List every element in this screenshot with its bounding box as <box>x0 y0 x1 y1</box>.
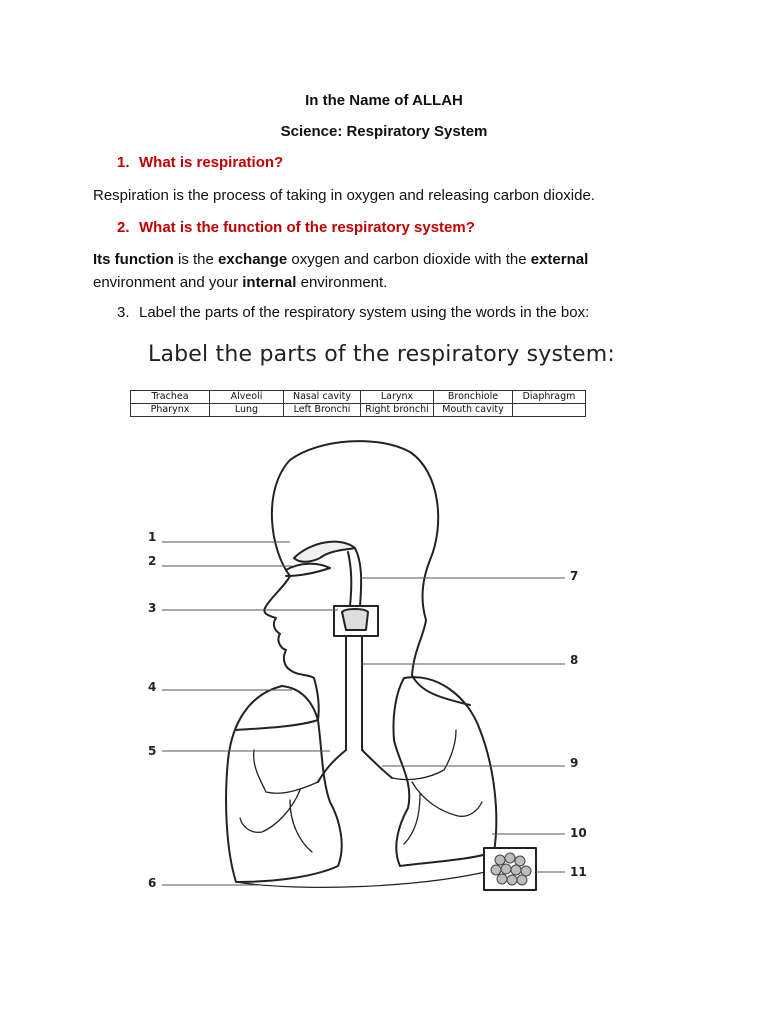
left-lung <box>226 686 342 882</box>
face-profile <box>264 576 314 678</box>
question-1-number: 1. <box>117 154 130 171</box>
label-10: 10 <box>570 826 587 840</box>
answer-1: Respiration is the process of taking in oxygen and releasing carbon dioxide. <box>93 187 595 204</box>
word-cell: Mouth cavity <box>434 404 513 417</box>
bismillah-heading: In the Name of ALLAH <box>305 92 463 109</box>
label-6: 6 <box>148 876 157 890</box>
question-3-number: 3. <box>117 304 130 321</box>
right-bronchioles <box>392 730 482 844</box>
label-11: 11 <box>570 865 587 879</box>
question-2-number: 2. <box>117 219 130 236</box>
answer-2 <box>93 248 653 294</box>
label-3: 3 <box>148 601 157 615</box>
answer-2-bold-function: Its function <box>93 251 174 268</box>
answer-2-text-3: environment and your <box>93 274 243 291</box>
answer-2-text-4: environment. <box>296 274 388 291</box>
word-cell: Trachea <box>131 391 210 404</box>
word-box-row <box>131 404 586 417</box>
answer-2-text-1: is the <box>173 251 219 268</box>
word-cell: Pharynx <box>131 404 210 417</box>
word-cell: Diaphragm <box>513 391 586 404</box>
label-5: 5 <box>148 744 157 758</box>
label-2: 2 <box>148 554 157 568</box>
word-box-row <box>131 391 586 404</box>
head-outline <box>272 441 438 620</box>
nasal-cavity <box>294 542 355 562</box>
label-8: 8 <box>570 653 579 667</box>
word-cell <box>513 404 586 417</box>
label-4: 4 <box>148 680 157 694</box>
word-cell: Alveoli <box>210 391 284 404</box>
respiratory-system-diagram <box>0 430 768 910</box>
pharynx <box>348 548 361 606</box>
answer-2-bold-exchange: exchange <box>218 251 288 268</box>
word-cell: Nasal cavity <box>284 391 361 404</box>
subject-title: Science: Respiratory System <box>280 123 488 140</box>
answer-2-text-2: oxygen and carbon dioxide with the <box>287 251 531 268</box>
question-3 <box>117 304 589 321</box>
word-cell: Bronchiole <box>434 391 513 404</box>
left-bronchioles <box>240 750 318 852</box>
question-2-text: What is the function of the respiratory system? <box>139 219 475 236</box>
label-1: 1 <box>148 530 157 544</box>
question-1 <box>117 154 283 171</box>
question-1-text: What is respiration? <box>139 154 284 171</box>
word-cell: Left Bronchi <box>284 404 361 417</box>
worksheet-title: Label the parts of the respiratory system: <box>148 342 615 367</box>
larynx <box>342 609 368 630</box>
answer-2-bold-external: external <box>530 251 589 268</box>
diaphragm <box>236 870 494 887</box>
answer-2-bold-internal: internal <box>242 274 297 291</box>
right-bronchus <box>362 750 392 778</box>
question-3-text: Label the parts of the respiratory system using the words in the box: <box>139 304 590 321</box>
word-cell: Larynx <box>361 391 434 404</box>
word-box <box>130 390 586 417</box>
label-7: 7 <box>570 569 579 583</box>
label-9: 9 <box>570 756 579 770</box>
neck-back <box>412 620 426 675</box>
word-cell: Right bronchi <box>361 404 434 417</box>
left-shoulder <box>235 720 318 730</box>
word-cell: Lung <box>210 404 284 417</box>
question-2 <box>117 219 475 236</box>
mouth-cavity <box>286 564 330 576</box>
